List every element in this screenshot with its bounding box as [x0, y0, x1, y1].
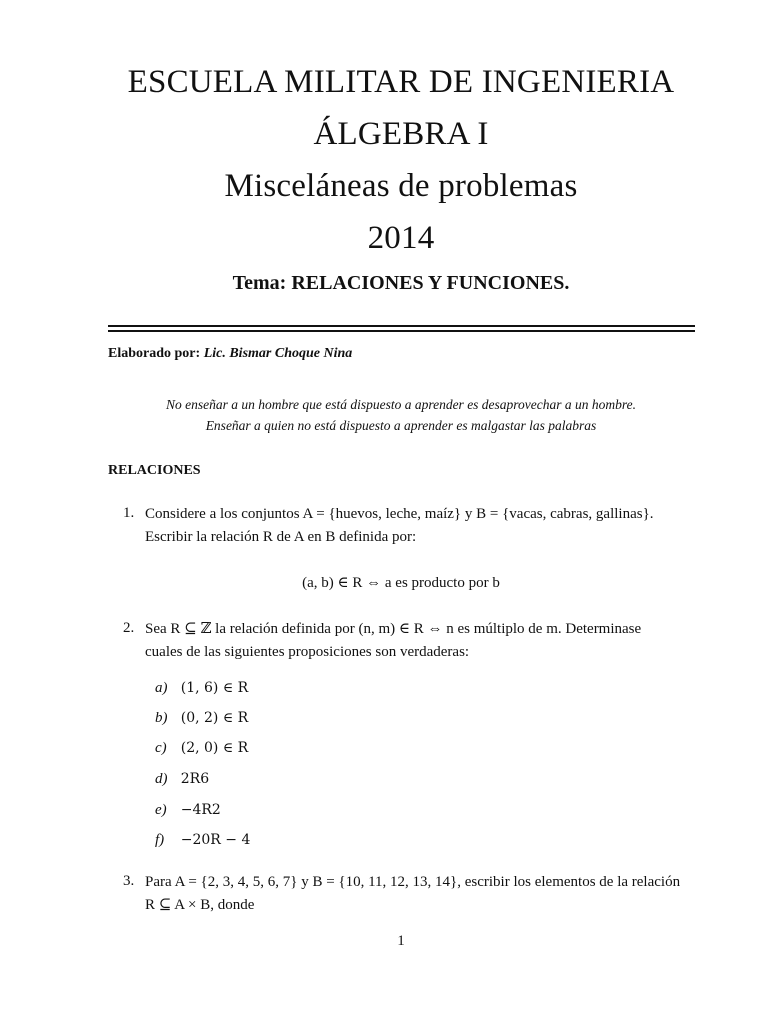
problem-1-line-2: Escribir la relación R de A en B definida por: — [145, 529, 417, 545]
section-heading: RELACIONES — [108, 463, 201, 478]
problem-2-item-b — [155, 710, 248, 727]
problem-2-line-1: Sea R ⊆ ℤ la relación definida por (n, m) ∈ R ⇔ n es múltiplo de m. Determinase — [145, 621, 642, 637]
problem-2-line-2: cuales de las siguientes proposiciones son verdaderas: — [145, 644, 470, 660]
problem-2-item-a — [155, 680, 248, 697]
author-label: Elaborado por: — [108, 346, 201, 361]
item-label: e) — [155, 802, 167, 818]
year-title: 2014 — [367, 220, 435, 256]
item-expression: −20R − 4 — [180, 832, 251, 848]
author-name: Lic. Bismar Choque Nina — [203, 346, 353, 361]
problem-3-text — [145, 871, 680, 917]
document-title: Misceláneas de problemas — [224, 168, 578, 204]
item-expression: −4R2 — [180, 802, 221, 818]
item-label: d) — [155, 771, 168, 787]
problem-2-text — [145, 618, 641, 664]
item-label: a) — [155, 680, 168, 696]
item-label: b) — [155, 710, 168, 726]
quote-line-1: No enseñar a un hombre que está dispuesto a aprender es desaprovechar a un hombre. — [165, 397, 637, 412]
problem-2-item-c — [155, 740, 248, 757]
quote-line-2: Enseñar a quien no está dispuesto a aprender es malgastar las palabras — [205, 418, 597, 433]
problem-2-item-f — [155, 832, 250, 849]
author-line — [108, 346, 352, 362]
title-block — [0, 56, 768, 264]
problem-3-line-1: Para A = {2, 3, 4, 5, 6, 7} y B = {10, 11, 12, 13, 14}, escribir los elementos de la relación — [145, 874, 681, 890]
problem-2-item-e — [155, 802, 221, 819]
problem-1-text — [145, 503, 654, 549]
divider-rule-top — [108, 325, 695, 327]
problem-number-1: 1. — [123, 505, 135, 521]
item-label: f) — [155, 832, 165, 848]
problem-2-item-d — [155, 771, 209, 788]
page-number: 1 — [397, 933, 405, 949]
topic-heading: Tema: RELACIONES Y FUNCIONES. — [232, 272, 570, 294]
course-title: ÁLGEBRA I — [313, 116, 489, 152]
item-expression: 2R6 — [180, 771, 210, 787]
institution-title: ESCUELA MILITAR DE INGENIERIA — [127, 64, 675, 100]
problem-1-line-1: Considere a los conjuntos A = {huevos, leche, maíz} y B = {vacas, cabras, gallinas}. — [145, 506, 654, 522]
problem-3-line-2: R ⊆ A × B, donde — [145, 897, 255, 913]
problem-1-display-math: (a, b) ∈ R ⇔ a es producto por b — [302, 575, 500, 591]
problem-number-2: 2. — [123, 620, 135, 636]
item-expression: (1, 6) ∈ R — [180, 680, 249, 696]
epigraph-quote — [0, 394, 768, 436]
divider-rule-bottom — [108, 330, 695, 332]
item-expression: (2, 0) ∈ R — [180, 740, 249, 756]
item-expression: (0, 2) ∈ R — [180, 710, 249, 726]
item-label: c) — [155, 740, 167, 756]
problem-number-3: 3. — [123, 873, 135, 889]
